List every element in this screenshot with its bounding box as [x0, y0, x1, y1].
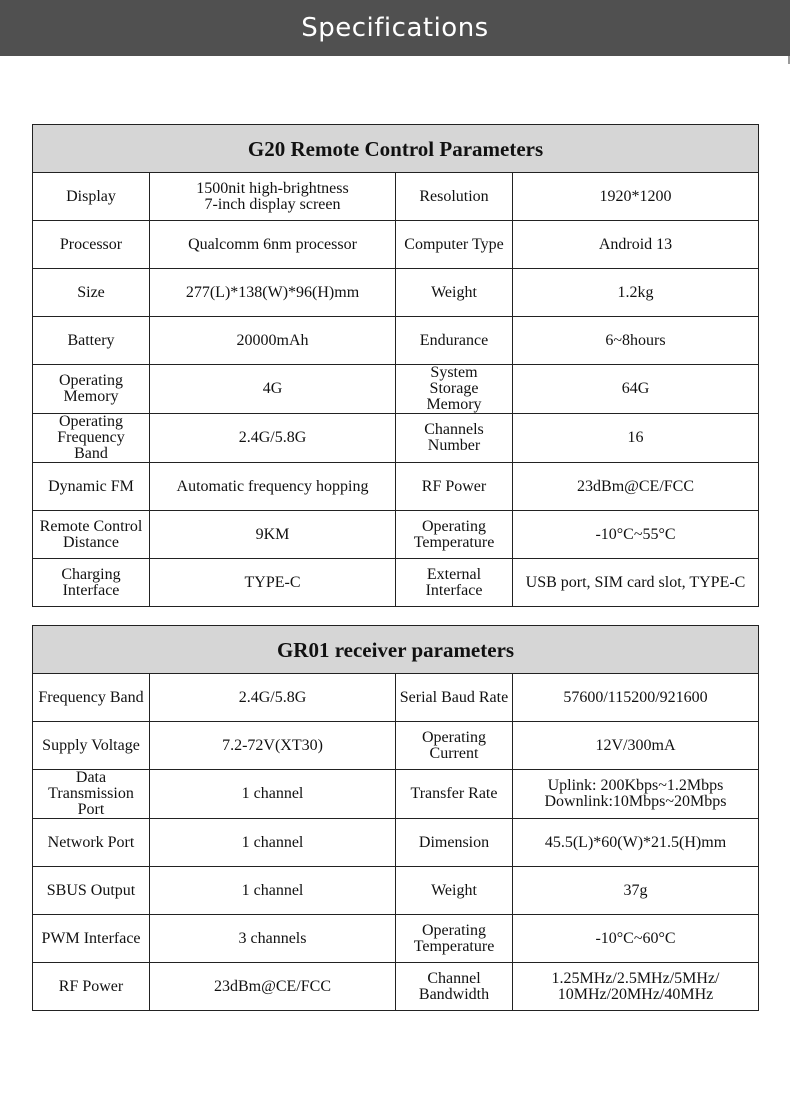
param-label: Operating Temperature: [413, 921, 495, 955]
param-value-cell: [513, 819, 759, 867]
param-value: USB port, SIM card slot, TYPE-C: [525, 573, 746, 591]
param-value: 4G: [262, 380, 283, 397]
table-body: [33, 173, 759, 607]
param-label-cell: [396, 269, 513, 317]
param-value-cell: [513, 511, 759, 559]
param-label: Channel Bandwidth: [418, 969, 490, 1003]
param-label: Dynamic FM: [48, 477, 134, 495]
param-label: Network Port: [47, 833, 135, 851]
param-value-cell: [150, 463, 396, 511]
remote-control-parameters-table: [32, 124, 759, 607]
table-row: [33, 674, 759, 722]
param-label: Endurance: [419, 331, 489, 349]
param-value: 3 channels: [238, 929, 307, 947]
param-label: Size: [77, 283, 105, 301]
param-value-cell: [513, 674, 759, 722]
param-value: 1920*1200: [599, 187, 672, 205]
table-row: [33, 173, 759, 221]
param-label: Battery: [67, 331, 115, 349]
param-value: 57600/115200/921600: [563, 688, 708, 706]
param-value-cell: [150, 559, 396, 607]
param-label: Operating Current: [422, 728, 486, 762]
param-label: Operating Frequency Band: [57, 413, 125, 462]
param-value: Android 13: [598, 235, 673, 253]
param-label: System Storage Memory: [426, 364, 482, 413]
param-label: Weight: [431, 283, 477, 301]
param-value: Automatic frequency hopping: [176, 477, 369, 495]
table-row: [33, 511, 759, 559]
param-label-cell: [396, 963, 513, 1011]
param-value-cell: [513, 269, 759, 317]
param-value-cell: [150, 819, 396, 867]
param-value: 2.4G/5.8G: [238, 688, 307, 706]
param-value-cell: [513, 221, 759, 269]
table-row: [33, 317, 759, 365]
param-label: Operating Temperature: [413, 517, 495, 551]
param-value-cell: [150, 867, 396, 915]
param-value-cell: [150, 221, 396, 269]
param-value: -10°C~60°C: [595, 929, 676, 947]
param-label: Frequency Band: [38, 688, 144, 706]
param-label-cell: [396, 365, 513, 414]
param-value-cell: [513, 414, 759, 463]
param-value: 1500nit high-brightness 7-inch display screen: [196, 179, 349, 213]
param-value-cell: [513, 365, 759, 414]
param-value: 1.25MHz/2.5MHz/5MHz/ 10MHz/20MHz/40MHz: [551, 969, 720, 1003]
param-value-cell: [150, 674, 396, 722]
param-value: 1.2kg: [617, 283, 654, 301]
param-value: 23dBm@CE/FCC: [214, 977, 331, 995]
param-value-cell: [513, 770, 759, 819]
param-value-cell: [513, 559, 759, 607]
table-row: [33, 221, 759, 269]
param-value: 7.2-72V(XT30): [222, 736, 323, 754]
param-value-cell: [150, 365, 396, 414]
table-title: GR01 receiver parameters: [33, 626, 759, 674]
param-value: 20000mAh: [236, 331, 309, 349]
param-label-cell: [33, 317, 150, 365]
param-value: Uplink: 200Kbps~1.2Mbps Downlink:10Mbps~20Mbps: [544, 777, 727, 810]
param-value: 277(L)*138(W)*96(H)mm: [185, 283, 360, 301]
param-label-cell: [33, 173, 150, 221]
param-value-cell: [150, 173, 396, 221]
param-label-cell: [33, 559, 150, 607]
param-value-cell: [150, 770, 396, 819]
param-value: 9KM: [255, 525, 290, 543]
param-label-cell: [396, 770, 513, 819]
param-label-cell: [33, 414, 150, 463]
param-label: Computer Type: [404, 235, 504, 253]
param-label: Weight: [431, 881, 477, 899]
param-label: PWM Interface: [41, 929, 141, 947]
param-label-cell: [396, 867, 513, 915]
param-label: Data Transmission Port: [48, 769, 134, 818]
param-label: Resolution: [419, 187, 489, 205]
table-row: [33, 963, 759, 1011]
param-value-cell: [150, 915, 396, 963]
param-value-cell: [513, 722, 759, 770]
param-label-cell: [396, 317, 513, 365]
param-label: Serial Baud Rate: [399, 688, 509, 706]
param-label-cell: [396, 722, 513, 770]
param-label-cell: [33, 674, 150, 722]
param-label-cell: [33, 463, 150, 511]
param-value: TYPE-C: [244, 573, 301, 591]
table-row: [33, 559, 759, 607]
table-row: [33, 365, 759, 414]
param-label-cell: [33, 963, 150, 1011]
param-label: Supply Voltage: [42, 736, 140, 754]
table-row: [33, 269, 759, 317]
param-value: 23dBm@CE/FCC: [577, 477, 694, 495]
table-title: G20 Remote Control Parameters: [33, 125, 759, 173]
param-value-cell: [513, 915, 759, 963]
param-label-cell: [396, 511, 513, 559]
param-label: Operating Memory: [59, 372, 123, 405]
param-value: 37g: [623, 881, 648, 899]
param-value-cell: [513, 867, 759, 915]
param-label-cell: [33, 770, 150, 819]
param-value-cell: [513, 173, 759, 221]
param-value-cell: [150, 511, 396, 559]
table-row: [33, 867, 759, 915]
param-label-cell: [396, 463, 513, 511]
table-row: [33, 819, 759, 867]
param-label-cell: [33, 867, 150, 915]
param-label: Processor: [59, 235, 123, 253]
param-label-cell: [33, 221, 150, 269]
param-label-cell: [396, 674, 513, 722]
param-value: 16: [627, 429, 644, 446]
param-label-cell: [33, 511, 150, 559]
param-label: Dimension: [418, 833, 490, 851]
param-label-cell: [396, 221, 513, 269]
param-label-cell: [396, 414, 513, 463]
table-row: [33, 414, 759, 463]
param-label: External Interface: [425, 565, 483, 599]
param-value-cell: [513, 317, 759, 365]
param-label-cell: [396, 173, 513, 221]
param-label: Charging Interface: [61, 565, 121, 599]
param-label-cell: [396, 819, 513, 867]
param-value: Qualcomm 6nm processor: [188, 235, 357, 253]
param-label: Channels Number: [424, 421, 484, 454]
param-value: -10°C~55°C: [595, 525, 676, 543]
param-value: 45.5(L)*60(W)*21.5(H)mm: [544, 833, 727, 851]
receiver-parameters-table: [32, 625, 759, 1011]
param-value: 2.4G/5.8G: [238, 429, 307, 446]
table-row: [33, 463, 759, 511]
table-row: [33, 722, 759, 770]
param-label-cell: [33, 819, 150, 867]
param-value: 1 channel: [241, 785, 304, 802]
param-value: 1 channel: [241, 881, 304, 899]
param-value-cell: [513, 463, 759, 511]
param-value: 64G: [621, 380, 650, 397]
param-value-cell: [150, 317, 396, 365]
page-title: Specifications: [301, 13, 489, 43]
param-label-cell: [33, 722, 150, 770]
param-value: 6~8hours: [605, 331, 666, 349]
param-label: RF Power: [58, 977, 124, 995]
param-label-cell: [33, 915, 150, 963]
param-value: 12V/300mA: [595, 736, 676, 754]
param-label-cell: [33, 269, 150, 317]
param-label-cell: [396, 559, 513, 607]
table-row: [33, 770, 759, 819]
param-value-cell: [150, 414, 396, 463]
table-body: [33, 674, 759, 1011]
param-label: RF Power: [421, 477, 487, 495]
param-label-cell: [33, 365, 150, 414]
param-value: 1 channel: [241, 833, 304, 851]
header-banner: [0, 0, 790, 56]
table-row: [33, 915, 759, 963]
param-label: SBUS Output: [46, 881, 136, 899]
param-value-cell: [150, 963, 396, 1011]
param-label: Display: [66, 187, 116, 205]
param-label-cell: [396, 915, 513, 963]
param-value-cell: [513, 963, 759, 1011]
param-label: Remote Control Distance: [39, 517, 143, 551]
param-value-cell: [150, 269, 396, 317]
param-label: Transfer Rate: [410, 785, 498, 802]
param-value-cell: [150, 722, 396, 770]
